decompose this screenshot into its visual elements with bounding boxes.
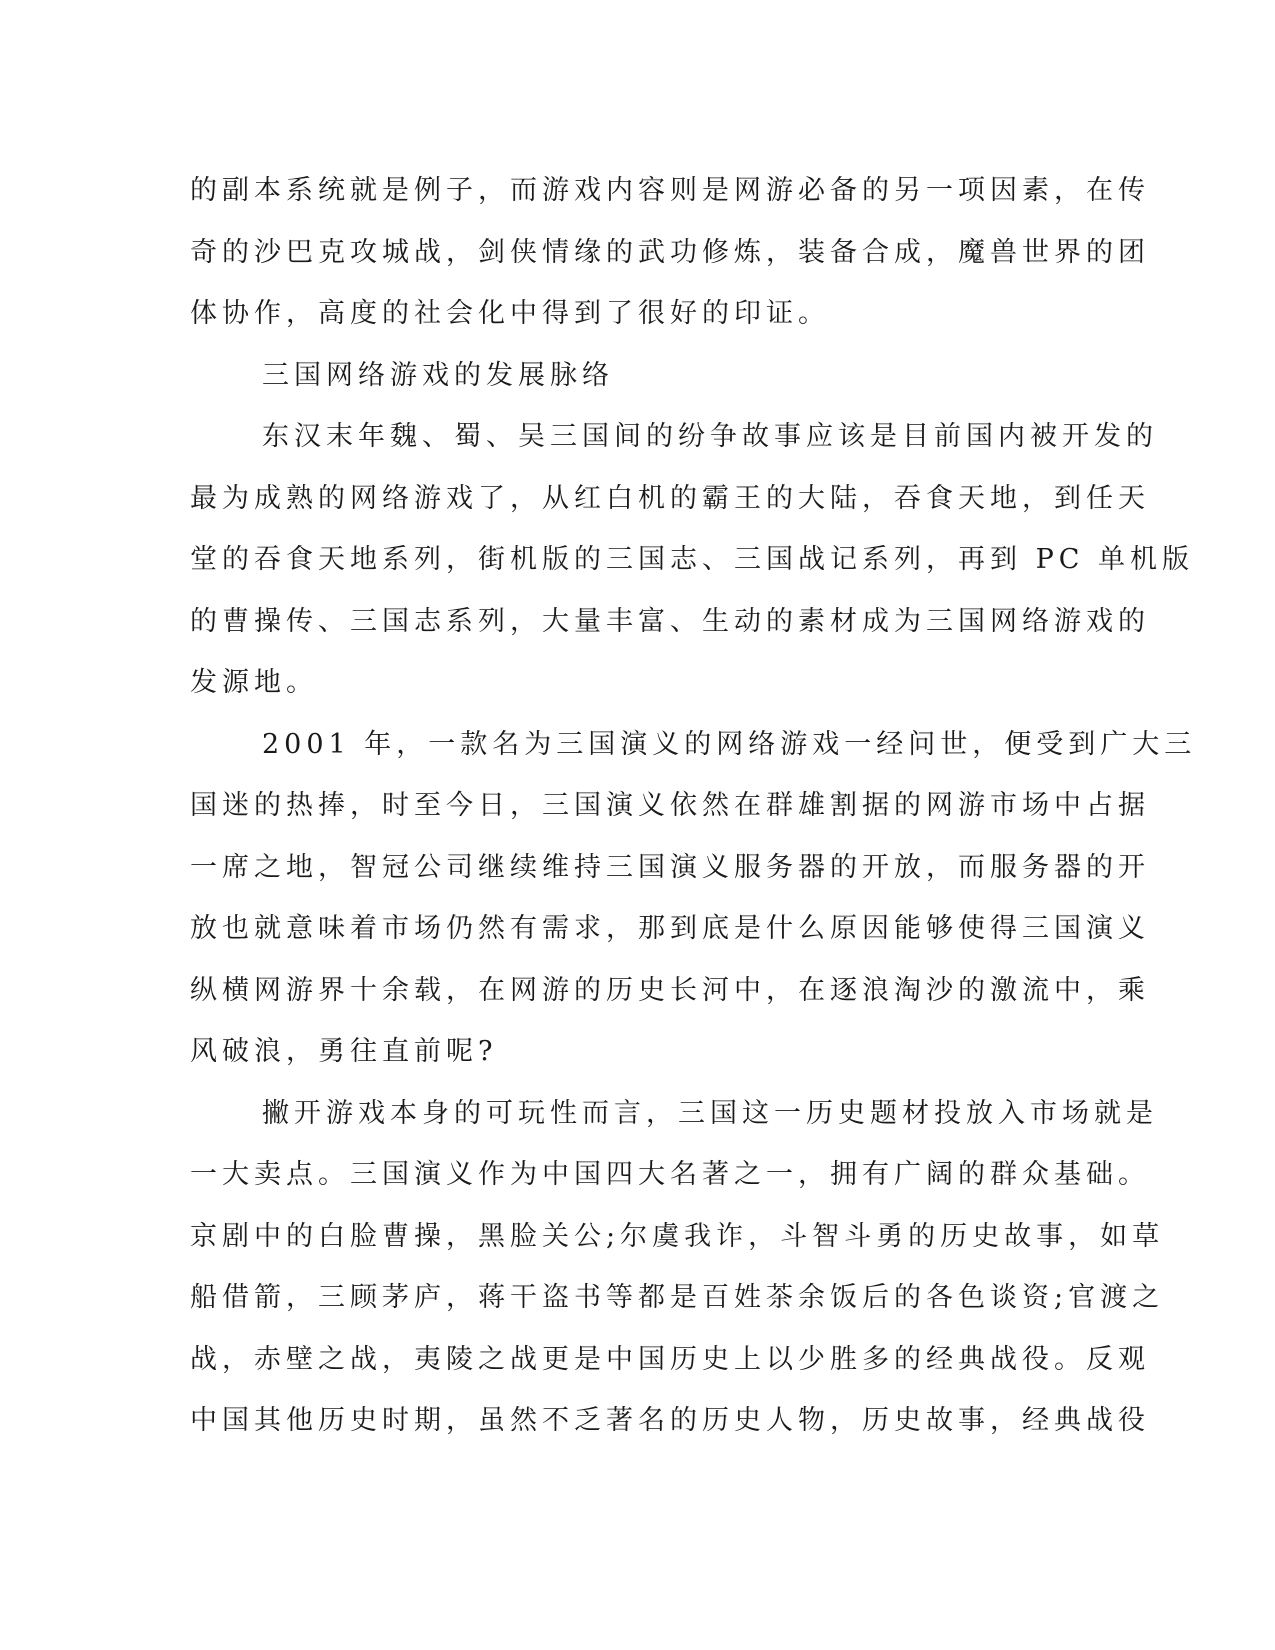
text-line: 纵横网游界十余载，在网游的历史长河中，在逐浪淘沙的激流中，乘 bbox=[190, 974, 1150, 1006]
text-line: 的副本系统就是例子，而游戏内容则是网游必备的另一项因素，在传 bbox=[190, 175, 1150, 206]
text-line: 撇开游戏本身的可玩性而言，三国这一历史题材投放入市场就是 bbox=[262, 1097, 1158, 1129]
text-line: 战，赤壁之战，夷陵之战更是中国历史上以少胜多的经典战役。反观 bbox=[190, 1343, 1150, 1375]
text-line: 体协作，高度的社会化中得到了很好的印证。 bbox=[190, 298, 830, 329]
text-line: 发源地。 bbox=[190, 667, 318, 698]
text-line: 京剧中的白脸曹操，黑脸关公;尔虞我诈，斗智斗勇的历史故事，如草 bbox=[190, 1220, 1165, 1252]
text-line: 堂的吞食天地系列，街机版的三国志、三国战记系列，再到 PC 单机版 bbox=[190, 544, 1194, 575]
text-line: 国迷的热捧，时至今日，三国演义依然在群雄割据的网游市场中占据 bbox=[190, 790, 1150, 821]
text-line: 船借箭，三顾茅庐，蒋干盗书等都是百姓茶余饭后的各色谈资;官渡之 bbox=[190, 1282, 1165, 1313]
text-line: 放也就意味着市场仍然有需求，那到底是什么原因能够使得三国演义 bbox=[190, 913, 1150, 944]
text-line: 一席之地，智冠公司继续维持三国演义服务器的开放，而服务器的开 bbox=[190, 851, 1150, 883]
text-line: 风破浪，勇往直前呢? bbox=[190, 1036, 498, 1067]
text-line: 2001 年，一款名为三国演义的网络游戏一经问世，便受到广大三 bbox=[262, 728, 1197, 760]
text-line: 最为成熟的网络游戏了，从红白机的霸王的大陆，吞食天地，到任天 bbox=[190, 482, 1150, 514]
text-line: 中国其他历史时期，虽然不乏著名的历史人物，历史故事，经典战役 bbox=[190, 1405, 1150, 1436]
section-heading: 三国网络游戏的发展脉络 bbox=[262, 359, 614, 391]
text-line: 的曹操传、三国志系列，大量丰富、生动的素材成为三国网络游戏的 bbox=[190, 605, 1150, 637]
document-body bbox=[190, 160, 1197, 1452]
text-line: 奇的沙巴克攻城战，剑侠情缘的武功修炼，装备合成，魔兽世界的团 bbox=[190, 236, 1150, 268]
text-line: 一大卖点。三国演义作为中国四大名著之一，拥有广阔的群众基础。 bbox=[190, 1159, 1150, 1190]
text-line: 东汉末年魏、蜀、吴三国间的纷争故事应该是目前国内被开发的 bbox=[262, 421, 1158, 452]
